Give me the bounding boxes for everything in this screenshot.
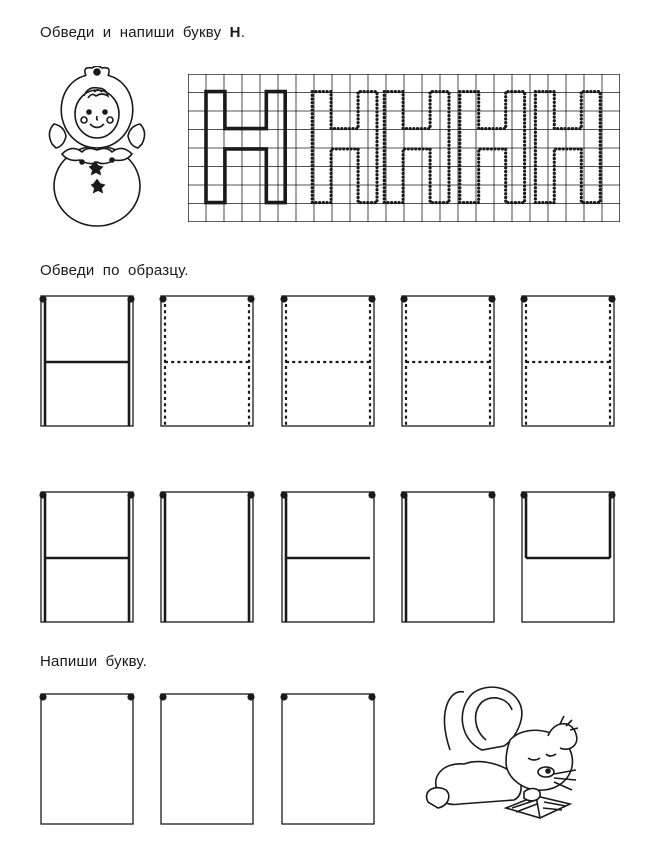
letter-box-dotted-h[interactable] — [158, 293, 256, 429]
start-dot — [127, 693, 134, 700]
instruction-trace-by-sample: Обведи по образцу. — [40, 262, 189, 279]
box-frame — [402, 492, 494, 622]
box-frame — [282, 296, 374, 426]
start-dot — [488, 491, 495, 498]
start-dot — [39, 693, 46, 700]
box-frame — [161, 492, 253, 622]
start-dot — [488, 295, 495, 302]
target-letter: Н — [229, 24, 241, 41]
letter-box-left-upright[interactable] — [399, 489, 497, 625]
box-frame — [282, 694, 374, 824]
start-dot — [247, 295, 254, 302]
start-dot — [368, 491, 375, 498]
roly-poly-doll-illustration — [42, 66, 152, 231]
letter-box-solid-h[interactable] — [38, 489, 136, 625]
letter-practice-grid — [188, 74, 620, 222]
instruction-period: . — [240, 24, 246, 41]
letter-box-dotted-h[interactable] — [519, 293, 617, 429]
letter-box-dotted-h[interactable] — [279, 293, 377, 429]
start-dot — [400, 295, 407, 302]
letter-box-empty[interactable] — [38, 691, 136, 827]
start-dot — [159, 693, 166, 700]
start-dot — [247, 693, 254, 700]
letter-box-solid-h[interactable] — [38, 293, 136, 429]
letter-box-dotted-h[interactable] — [399, 293, 497, 429]
start-dot — [280, 693, 287, 700]
letter-box-u-shape[interactable] — [519, 489, 617, 625]
start-dot — [280, 295, 287, 302]
sleeping-mouse-illustration — [420, 680, 595, 830]
dotted-letter-outline — [312, 92, 377, 203]
start-dot — [159, 295, 166, 302]
box-frame — [41, 694, 133, 824]
dotted-letter-outline — [460, 92, 525, 203]
start-dot — [368, 693, 375, 700]
dotted-letter-outline — [384, 92, 449, 203]
instruction-write-letter: Напиши букву. — [40, 653, 147, 670]
start-dot — [520, 295, 527, 302]
letter-box-left-upright-half-bar[interactable] — [279, 489, 377, 625]
box-frame — [522, 296, 614, 426]
box-frame — [161, 296, 253, 426]
letter-box-empty[interactable] — [158, 691, 256, 827]
dotted-letter-outline — [535, 92, 600, 203]
letter-box-empty[interactable] — [279, 691, 377, 827]
sample-letter-outline — [206, 92, 285, 203]
start-dot — [608, 295, 615, 302]
box-frame — [402, 296, 494, 426]
instruction-trace-and-write — [40, 24, 245, 41]
box-frame — [161, 694, 253, 824]
instruction-trace-and-write-text: Обведи и напиши букву — [40, 24, 222, 41]
start-dot — [368, 295, 375, 302]
letter-box-solid-uprights[interactable] — [158, 489, 256, 625]
